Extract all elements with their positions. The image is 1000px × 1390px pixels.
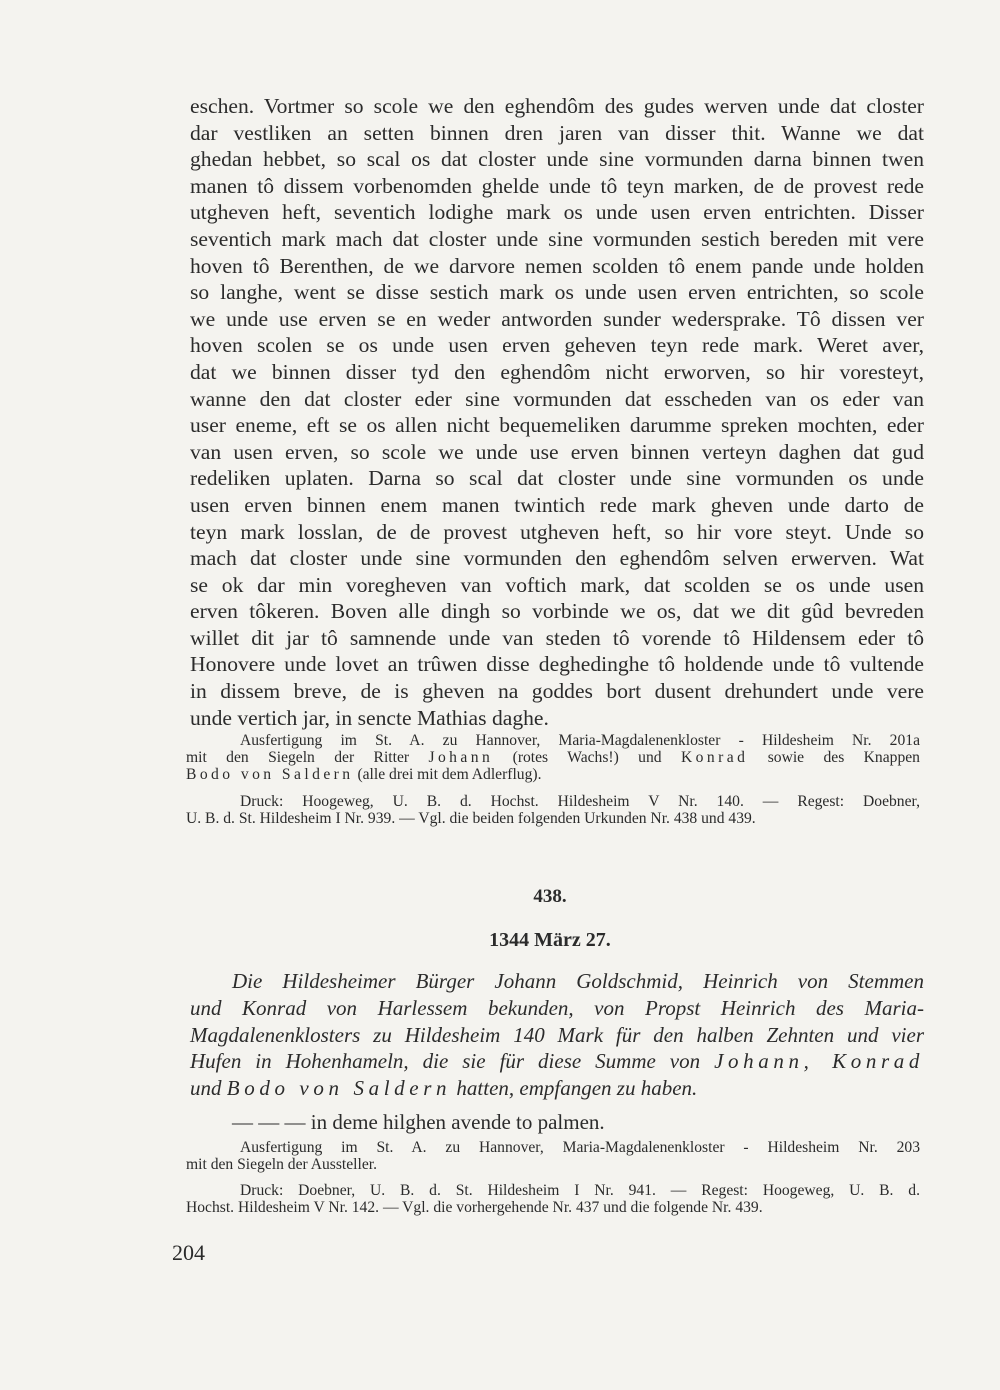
text-line: manen tô dissem vorbenomden ghelde unde tô teyn marken, de de provest rede [190, 173, 924, 198]
text-line: utgheven heft, seventich lodighe mark os unde usen erven entrichten. Disser [190, 200, 924, 225]
footnote-druck-2 [186, 1183, 920, 1217]
footnote-line: U. B. d. St. Hildesheim I Nr. 939. — Vgl. die beiden folgenden Urkunden Nr. 438 und 439. [186, 809, 756, 827]
text-line: in dissem breve, de is gheven na goddes bort dusent drehundert unde vere [190, 679, 924, 704]
regest-line: und Konrad von Harlessem bekunden, von Propst Heinrich des Maria- [190, 995, 924, 1020]
document-date: 1344 März 27. [489, 929, 611, 951]
footnote-line: Hochst. Hildesheim V Nr. 142. — Vgl. die vorhergehende Nr. 437 und die folgende Nr. 439. [186, 1198, 763, 1216]
text-line: user eneme, eft se os allen nicht bequemeliken darumme spreken mochten, eder [190, 413, 924, 438]
footnote-ausfertigung-2 [186, 1140, 920, 1174]
footnote-ausfertigung [186, 733, 920, 783]
footnote-line: mit den Siegeln der Aussteller. [186, 1155, 377, 1173]
text-line: ghedan hebbet, so scal os dat closter unde sine vormunden darna binnen twen [190, 147, 924, 172]
main-text [190, 93, 924, 731]
text-line: seventich mark mach dat closter unde sine vormunden sestich bereden mit vere [190, 226, 924, 251]
text-line: Honovere unde lovet an trûwen disse deghedinghe tô holdende unde tô vultende [190, 652, 924, 677]
text-line: hoven scolen se os unde usen erven geheven teyn rede mark. Weret aver, [190, 333, 924, 358]
text-line: eschen. Vortmer so scole we den eghendôm des gudes werven unde dat closter [190, 94, 924, 118]
footnote-line: Druck: Hoogeweg, U. B. d. Hochst. Hildesheim V Nr. 140. — Regest: Doebner, [240, 793, 920, 810]
document-incipit: — — — in deme hilghen avende to palmen. [232, 1110, 605, 1134]
footnote-line: mit den Siegeln der Ritter Johann (rotes Wachs!) und Konrad sowie des Knappen [186, 748, 920, 766]
text-line: wanne den dat closter eder sine vormunden dat esscheden van os eder van [190, 386, 924, 411]
text-line: van usen erven, so scole we unde use erven binnen verteyn daghen dat gud [190, 439, 924, 464]
footnote-line: Bodo von Saldern (alle drei mit dem Adlerflug). [186, 765, 542, 783]
text-line: erven tôkeren. Boven alle dingh so vorbinde we os, dat we dit gûd bevreden [190, 599, 924, 624]
text-line: mach dat closter unde sine vormunden den eghendôm selven erwerven. Wat [190, 546, 924, 571]
text-line: willet dit jar tô samnende unde van steden tô vorende tô Hildensem eder tô [190, 625, 924, 650]
document-number: 438. [533, 886, 567, 907]
page-number: 204 [172, 1240, 205, 1265]
text-line: so langhe, went se disse sestich mark os unde usen erven entrichten, so scole [190, 280, 924, 305]
text-line: unde vertich jar, in sencte Mathias daghe. [190, 705, 549, 730]
footnote-line: Ausfertigung im St. A. zu Hannover, Maria-Magdalenenkloster - Hildesheim Nr. 201a [240, 732, 920, 749]
footnote-druck [186, 794, 920, 828]
text-line: hoven tô Berenthen, de we darvore nemen scolden tô enem pande unde holden [190, 253, 924, 278]
text-line: we unde use erven se en weder antworden sunder wedersprake. Tô dissen ver [190, 306, 924, 331]
text-line: dar vestliken an setten binnen dren jaren van disser thit. Wanne we dat [190, 120, 924, 145]
text-line: teyn mark losslan, de de provest utgheven heft, so hir vore steyt. Unde so [190, 519, 924, 544]
regest-line: und Bodo von Saldern hatten, empfangen zu haben. [190, 1076, 698, 1101]
text-line: dat we binnen disser tyd den eghendôm nicht erworven, so hir voresteyt, [190, 359, 924, 384]
text-line: redeliken uplaten. Darna so scal dat closter unde sine vormunden os unde [190, 466, 924, 491]
footnote-line: Druck: Doebner, U. B. d. St. Hildesheim I Nr. 941. — Regest: Hoogeweg, U. B. d. [240, 1182, 920, 1199]
regest-summary [190, 968, 924, 1102]
regest-line: Die Hildesheimer Bürger Johann Goldschmid, Heinrich von Stemmen [232, 969, 924, 993]
footnote-line: Ausfertigung im St. A. zu Hannover, Maria-Magdalenenkloster - Hildesheim Nr. 203 [240, 1139, 920, 1156]
regest-line: Hufen in Hohenhameln, die sie für diese Summe von Johann, Konrad [190, 1049, 925, 1074]
text-line: se ok dar min voregheven van voftich mark, dat scolden se os unde usen [190, 572, 924, 597]
text-line: usen erven binnen enem manen twintich rede mark gheven unde darto de [190, 492, 924, 517]
regest-line: Magdalenenklosters zu Hildesheim 140 Mark für den halben Zehnten und vier [190, 1022, 924, 1047]
